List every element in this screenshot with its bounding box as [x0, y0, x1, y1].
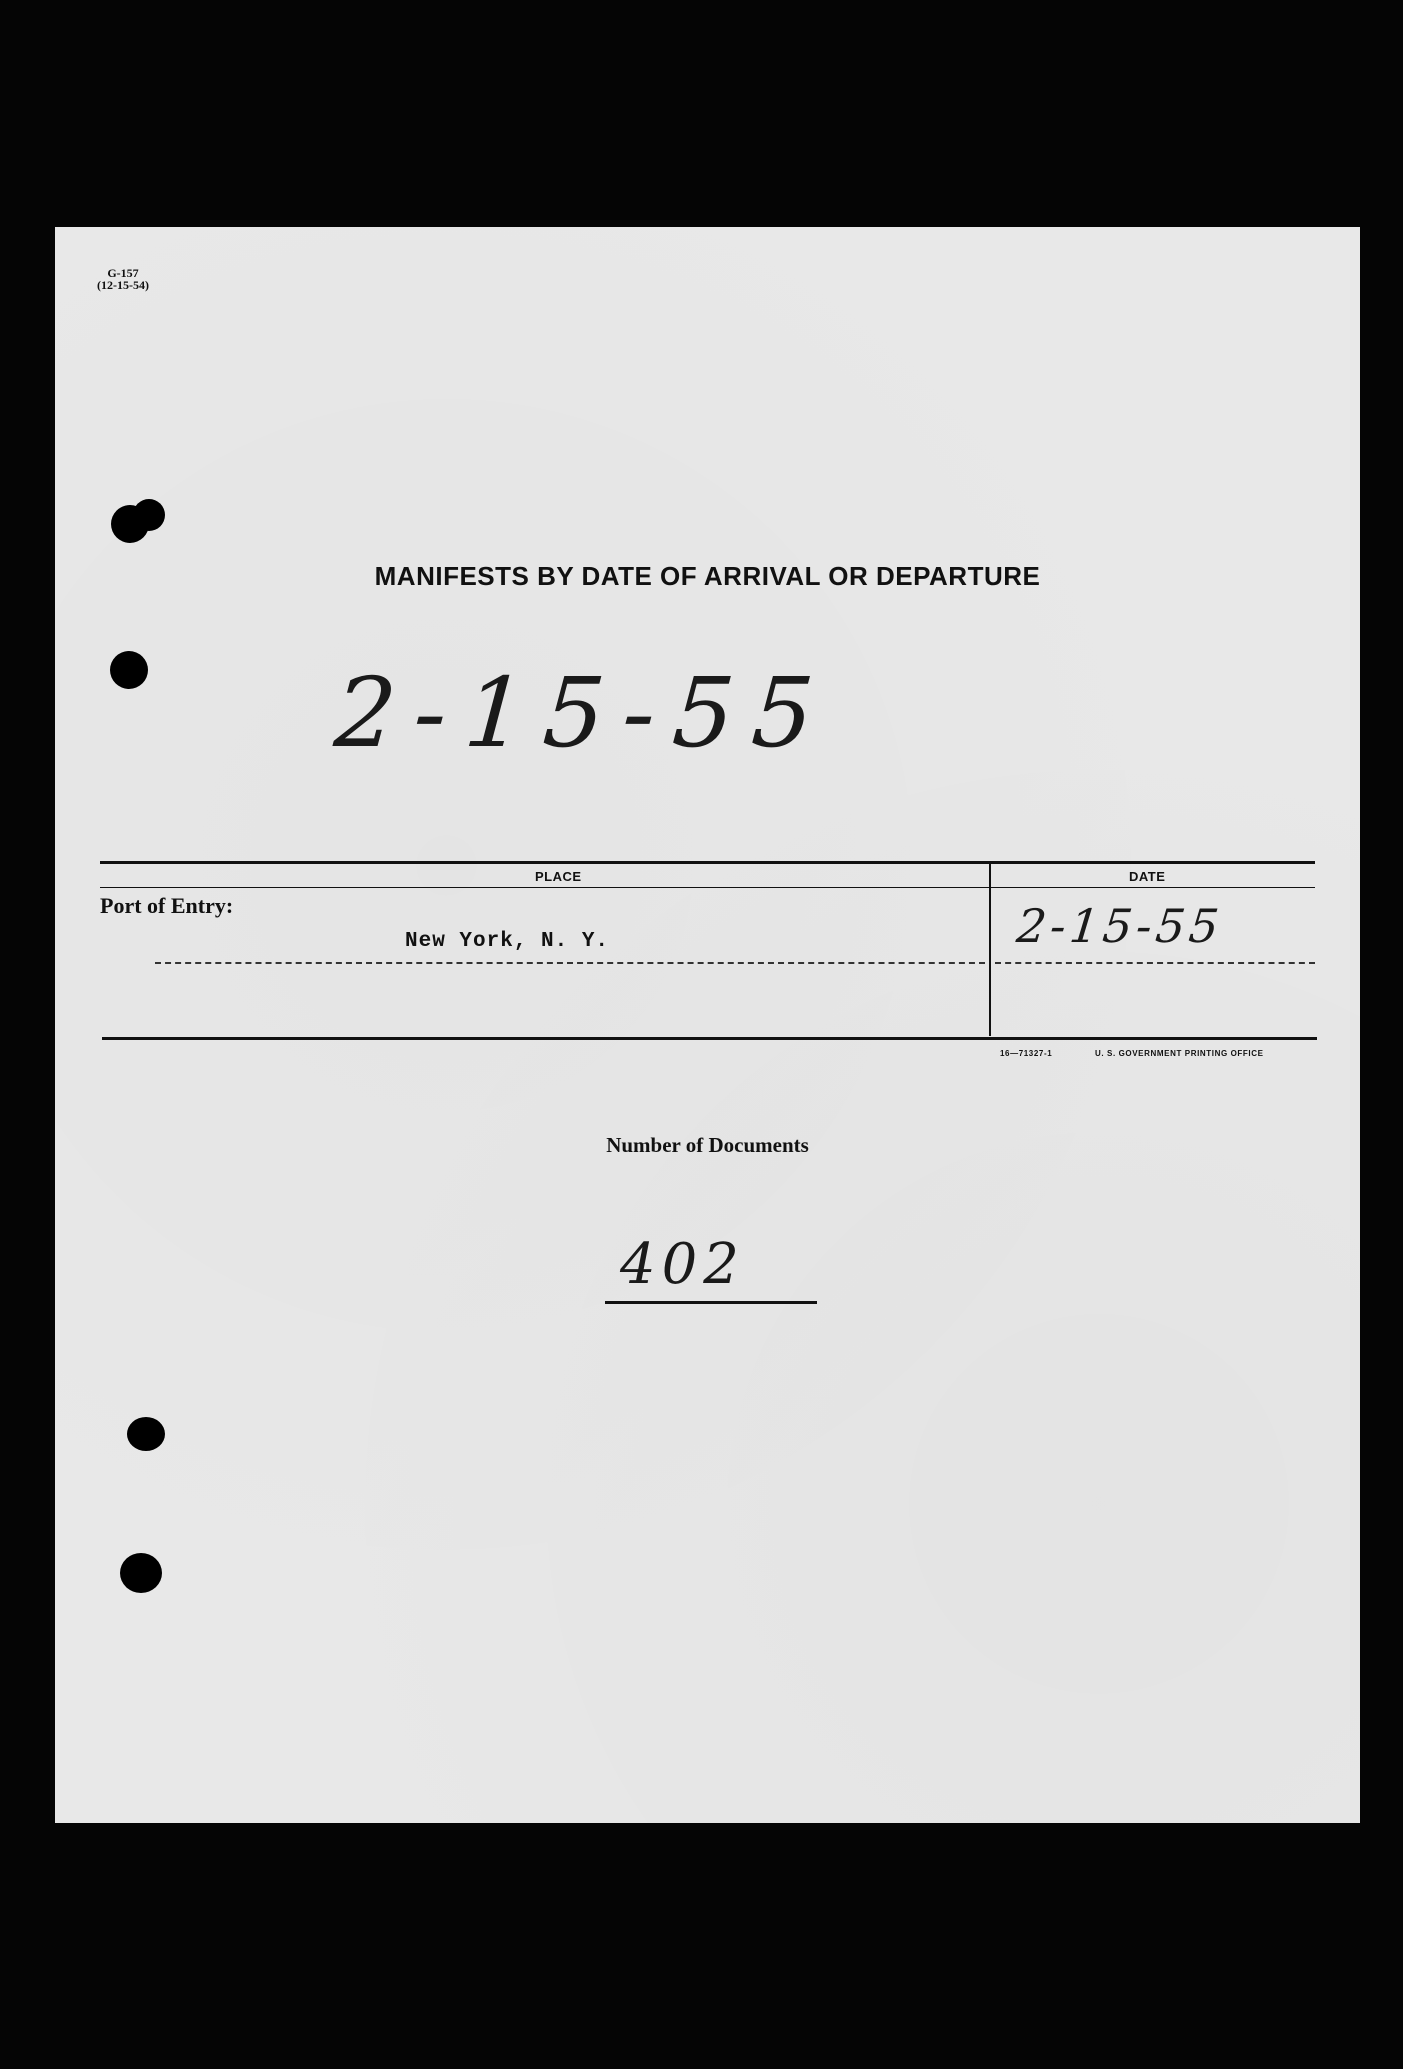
printing-office: U. S. GOVERNMENT PRINTING OFFICE — [1095, 1049, 1264, 1058]
date-header: DATE — [1129, 869, 1166, 884]
documents-label: Number of Documents — [606, 1133, 809, 1157]
form-title: MANIFESTS BY DATE OF ARRIVAL OR DEPARTURE — [374, 561, 1041, 591]
handwritten-date: 2-15-55 — [331, 657, 836, 769]
documents-underline — [605, 1301, 817, 1304]
table-bottom-rule — [102, 1037, 1317, 1040]
form-number: G-157 — [107, 266, 139, 280]
printer-number: 16—71327-1 — [1000, 1049, 1053, 1058]
punch-hole — [120, 1553, 162, 1593]
punch-hole — [133, 499, 165, 531]
port-of-entry-label: Port of Entry: — [100, 893, 234, 918]
column-divider — [989, 864, 991, 1036]
punch-hole — [127, 1417, 165, 1451]
form-revision: (12-15-54) — [97, 278, 149, 292]
table-header-rule — [100, 887, 1315, 888]
date-dotted-line — [995, 962, 1315, 964]
punch-hole — [110, 651, 148, 689]
form-sheet — [55, 227, 1360, 1823]
place-dotted-line — [155, 962, 985, 964]
table-top-rule — [100, 861, 1315, 864]
place-header: PLACE — [535, 869, 582, 884]
form-code — [97, 267, 149, 291]
place-value: New York, N. Y. — [405, 930, 610, 953]
handwritten-entry-date: 2-15-55 — [1014, 899, 1226, 953]
documents-count: 402 — [620, 1232, 745, 1297]
